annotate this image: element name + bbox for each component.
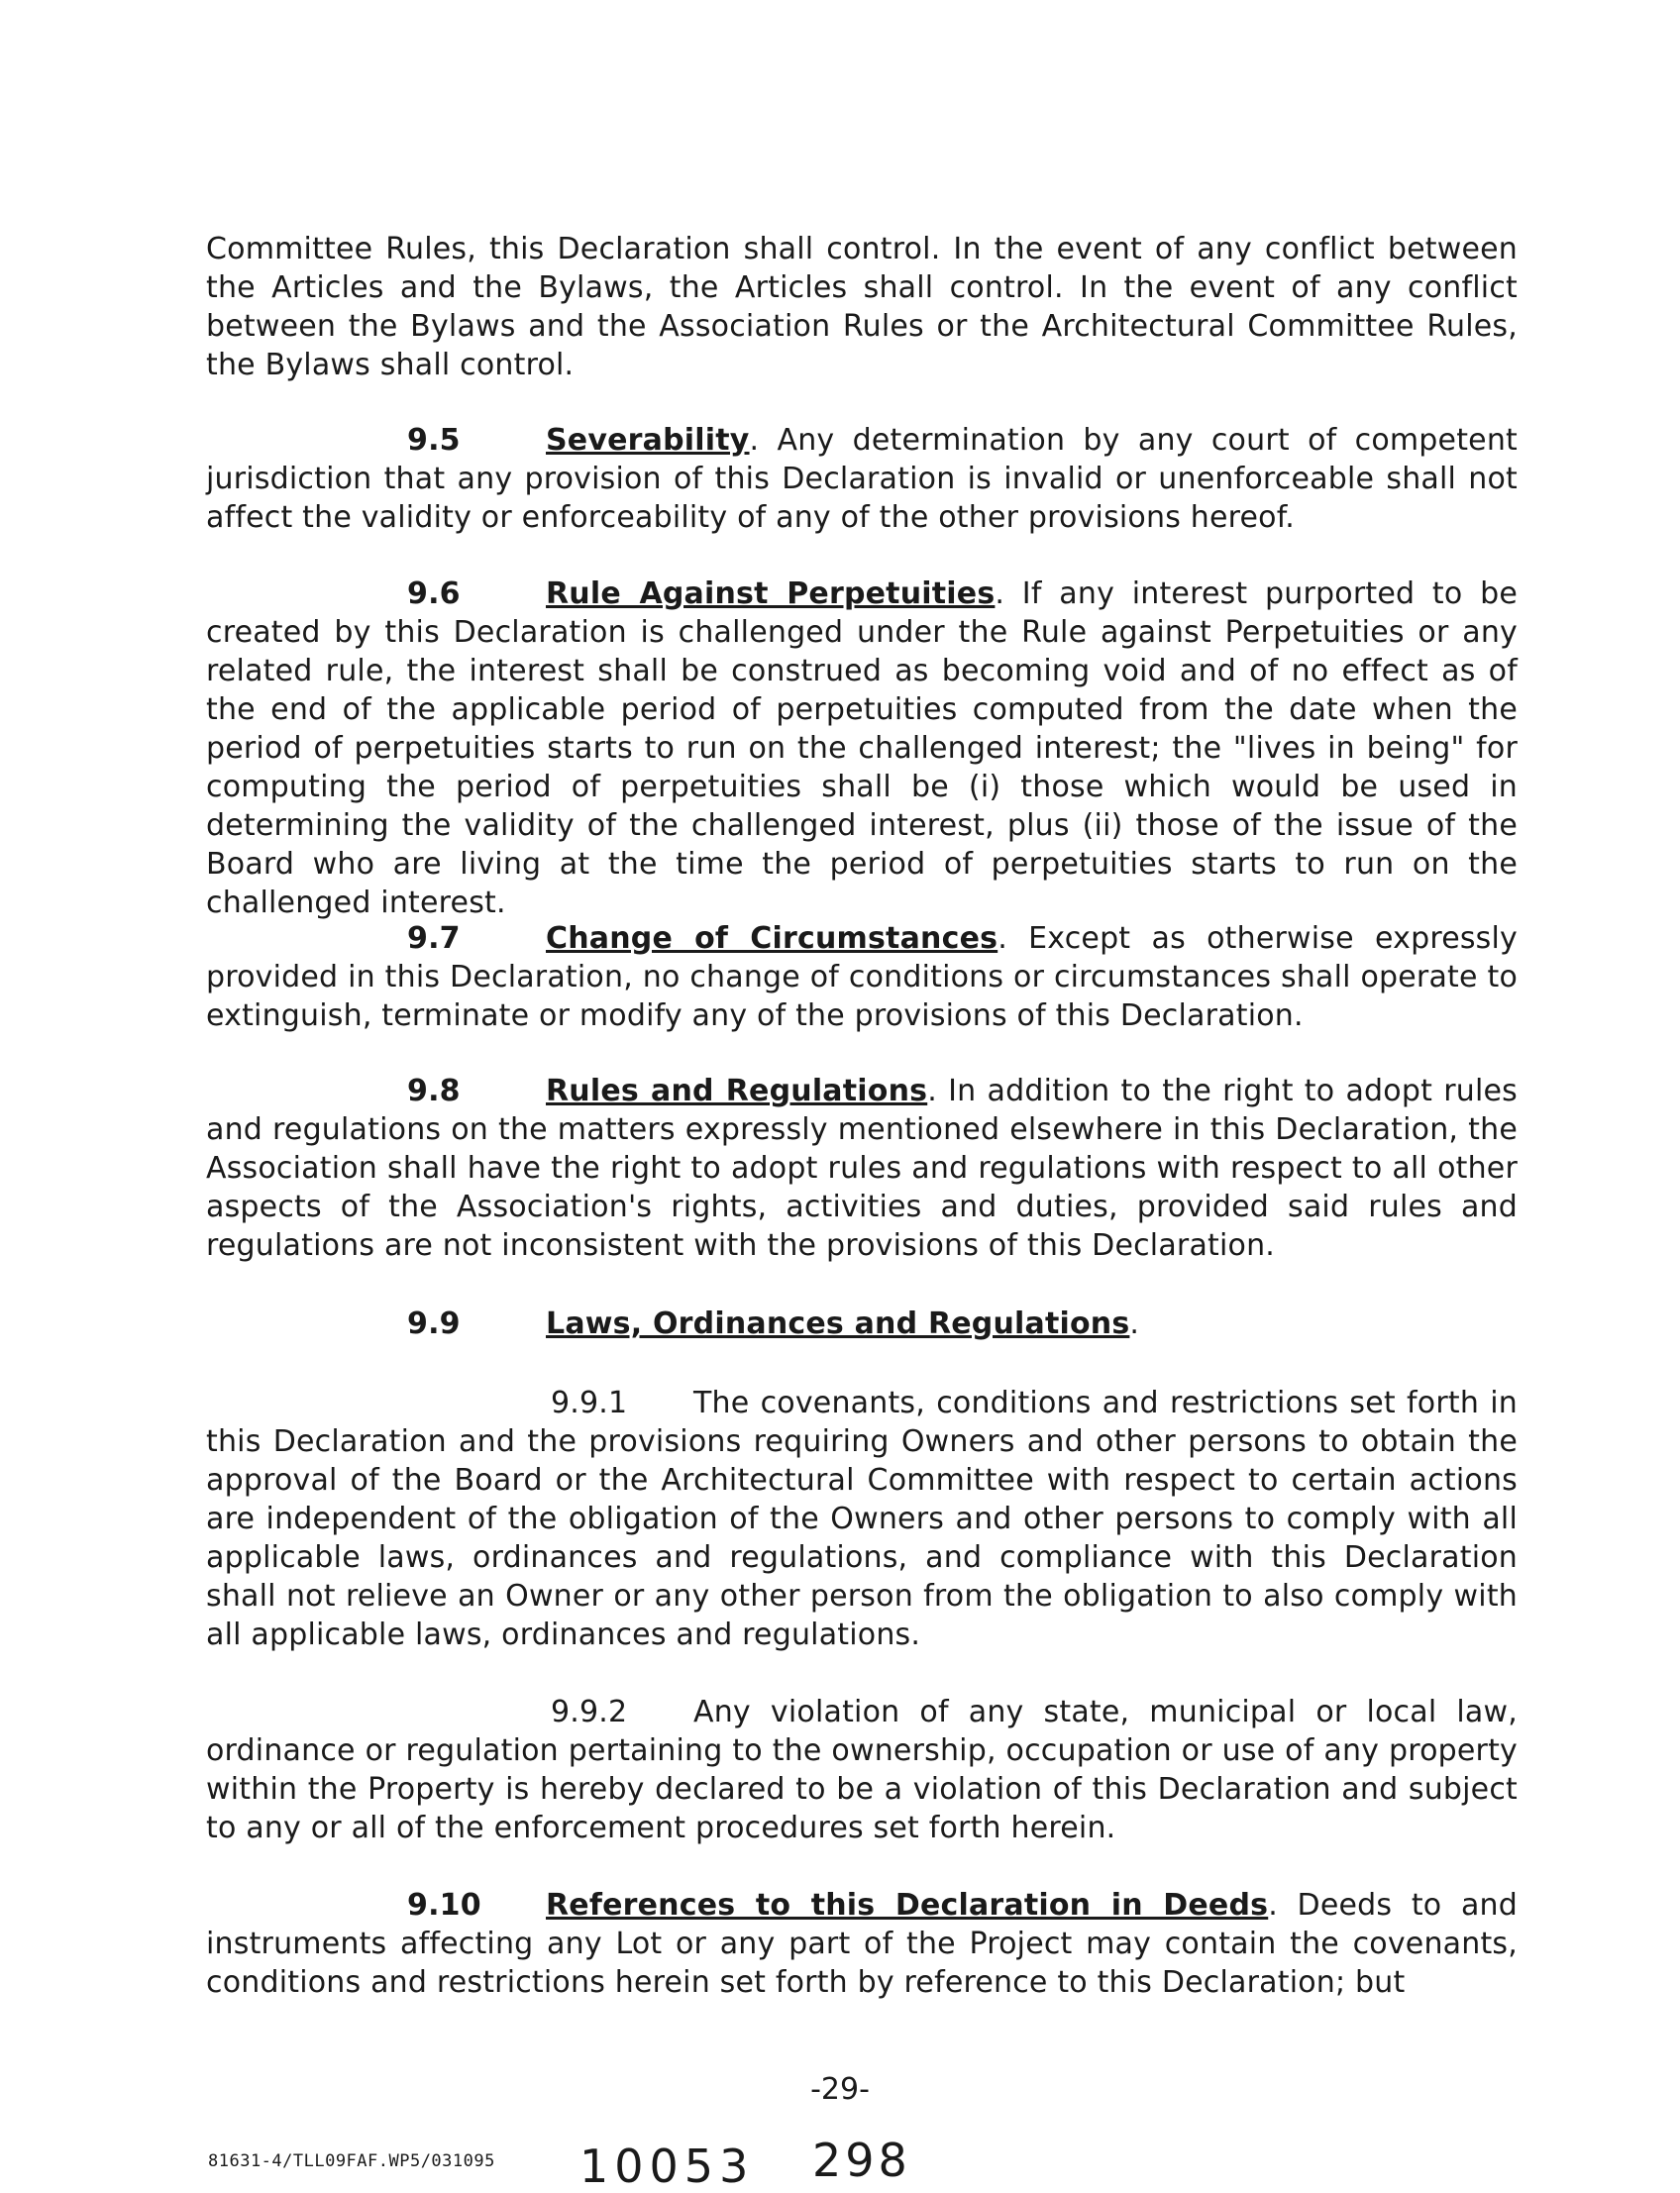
section-9-9 — [206, 1305, 1518, 1343]
section-heading: Rule Against Perpetuities — [546, 576, 996, 611]
section-number: 9.9 — [407, 1306, 461, 1341]
section-text: . Except as otherwise expressly provided in this Declaration, no change of conditions or circumstances shall operate to extinguish, terminate or modify any of the provisions of this Declaration. — [206, 921, 1519, 1033]
subsection-text: The covenants, conditions and restrictions set forth in this Declaration and the provisions requiring Owners and other persons to obtain the approval of the Board or the Architectural Committee with respect to certain actions are independent of the obligation of the Owners and other persons to comply with all applicable laws, ordinances and regulations, and compliance with this Declaration shall not relieve an Owner or any other person from the obligation to also comply with all applicable laws, ordinances and regulations. — [206, 1386, 1518, 1652]
section-9-9-1 — [206, 1384, 1518, 1654]
section-9-9-2 — [206, 1693, 1518, 1847]
section-heading: References to this Declaration in Deeds — [546, 1888, 1269, 1923]
section-text: . — [1129, 1306, 1140, 1341]
subsection-number: 9.9.2 — [551, 1695, 628, 1729]
section-number: 9.8 — [407, 1074, 461, 1108]
section-text: . If any interest purported to be created by this Declaration is challenged under the Rule against Perpetuities or any related rule, the interest shall be construed as becoming void and of no effect as of the end of the applicable period of perpetuities computed from the date when the period of perpetuities starts to run on the challenged interest; the "lives in being" for computing the period of perpetuities shall be (i) those which would be used in determining the validity of the challenged interest, plus (ii) those of the issue of the Board who are living at the time the period of perpetuities starts to run on the challenged interest. — [206, 576, 1519, 920]
section-text: . In addition to the right to adopt rules and regulations on the matters expressly mentioned elsewhere in this Declaration, the Association shall have the right to adopt rules and regulations with respect to all other aspects of the Association's rights, activities and duties, provided said rules and regulations are not inconsistent with the provisions of this Declaration. — [206, 1074, 1518, 1263]
page-number: -29- — [810, 2072, 870, 2107]
section-text: . Any determination by any court of competent jurisdiction that any provision of this Declaration is invalid or unenforceable shall not affect the validity or enforceability of any of the other provisions hereof. — [206, 423, 1518, 535]
subsection-number: 9.9.1 — [551, 1386, 628, 1420]
section-heading: Change of Circumstances — [546, 921, 998, 956]
section-text: . Deeds to and instruments affecting any Lot or any part of the Project may contain the covenants, conditions and restrictions herein set forth by reference to this Declaration; but — [206, 1888, 1518, 2000]
section-9-5 — [206, 421, 1518, 537]
section-9-7 — [206, 919, 1518, 1035]
section-9-8 — [206, 1072, 1518, 1265]
section-9-6 — [206, 574, 1518, 922]
section-heading: Rules and Regulations — [546, 1074, 928, 1108]
section-heading: Severability — [546, 423, 750, 458]
section-heading: Laws, Ordinances and Regulations — [546, 1306, 1130, 1341]
section-9-10 — [206, 1886, 1518, 2002]
paragraph-intro — [206, 230, 1518, 384]
subsection-text: Any violation of any state, municipal or local law, ordinance or regulation pertaining to the ownership, occupation or use of any property within the Property is hereby declared to be a violation of this Declaration and subject to any or all of the enforcement procedures set forth herein. — [206, 1695, 1518, 1845]
recording-book-number: 10053 — [579, 2140, 755, 2193]
recording-page-number: 298 — [812, 2134, 911, 2187]
section-number: 9.6 — [407, 576, 461, 611]
section-number: 9.7 — [407, 921, 461, 956]
intro-text: Committee Rules, this Declaration shall control. In the event of any conflict between the Articles and the Bylaws, the Articles shall control. In the event of any conflict between the Bylaws and the Association Rules or the Architectural Committee Rules, the Bylaws shall control. — [206, 232, 1518, 382]
document-code: 81631-4/TLL09FAF.WP5/031095 — [208, 2151, 495, 2171]
section-number: 9.5 — [407, 423, 461, 458]
section-number: 9.10 — [407, 1888, 481, 1923]
